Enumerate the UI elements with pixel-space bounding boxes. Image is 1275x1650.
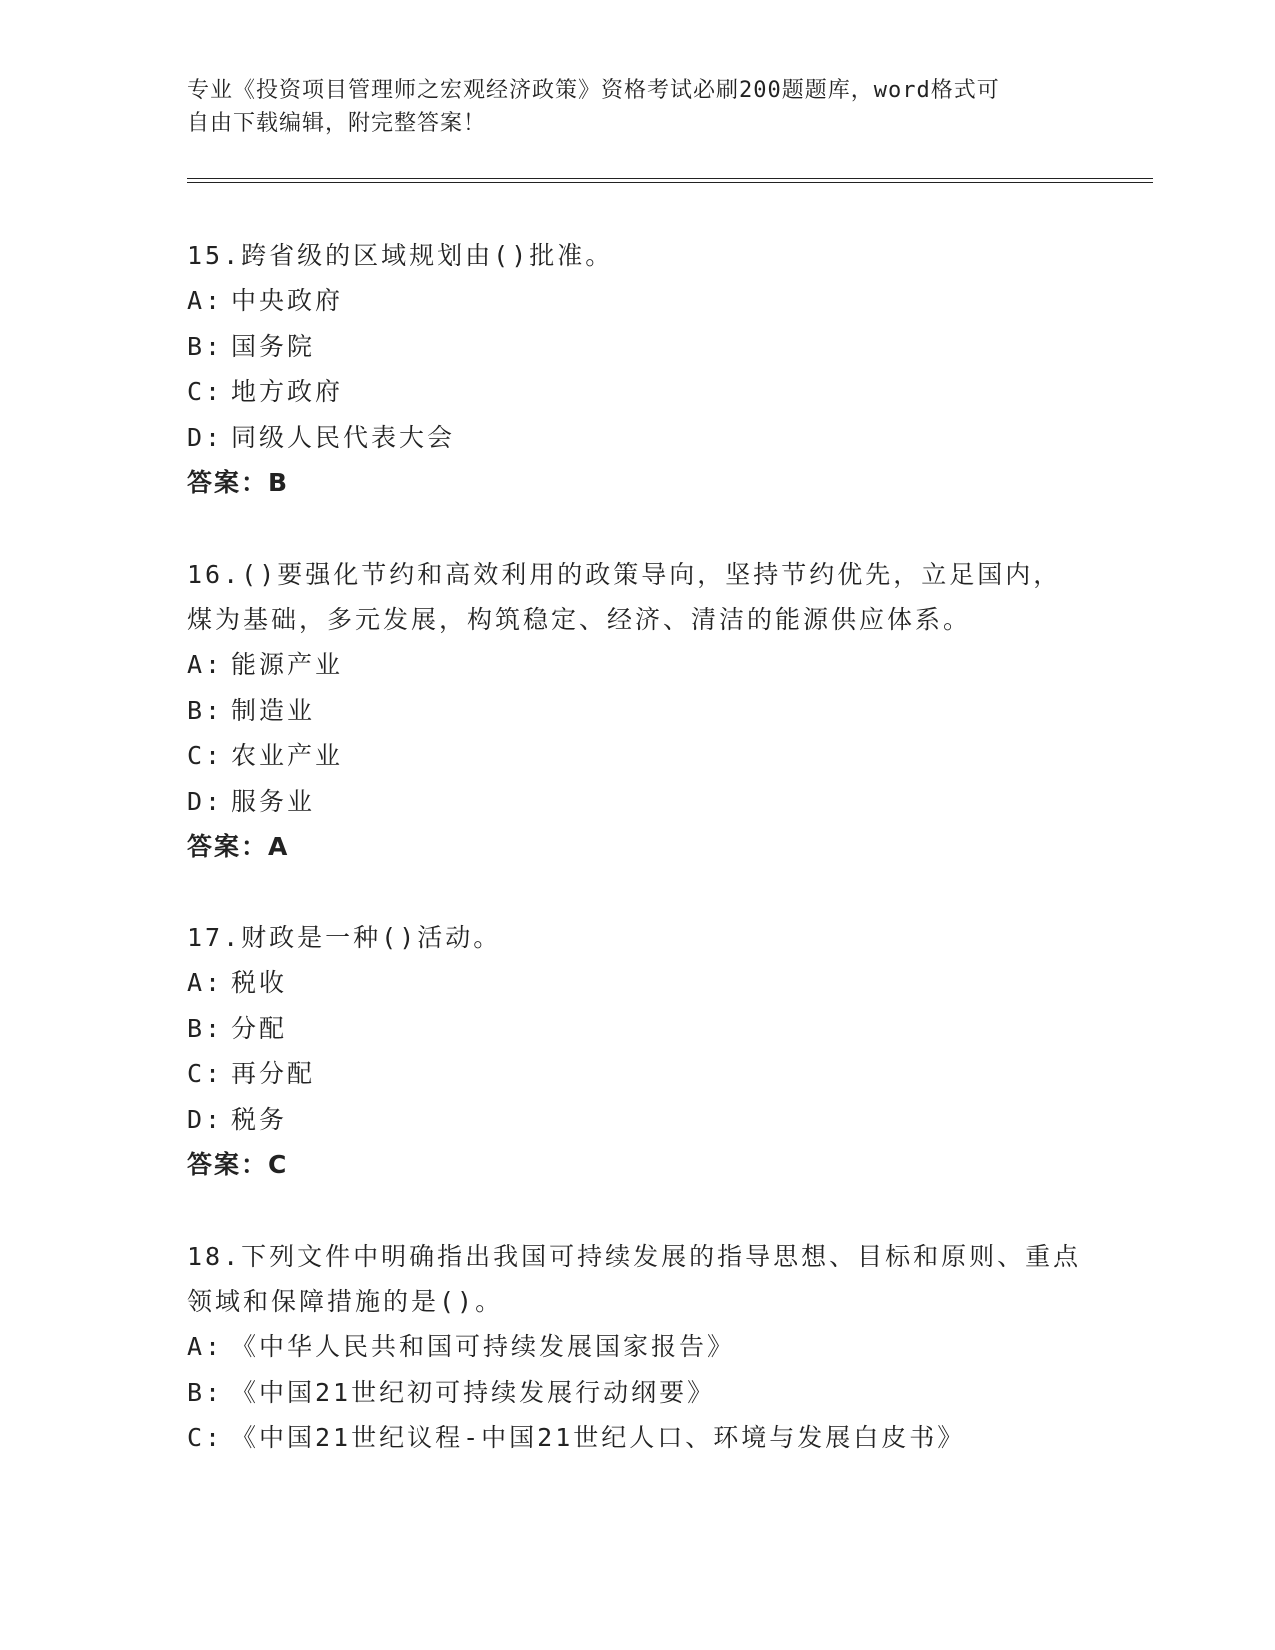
option-a — [187, 642, 1087, 688]
option-letter: B: — [187, 695, 224, 725]
question-text: 下列文件中明确指出我国可持续发展的指导思想、目标和原则、重点领域和保障措施的是()。 — [187, 1242, 1082, 1316]
option-text: 再分配 — [231, 1059, 316, 1088]
option-b — [187, 688, 1087, 734]
question-number: 15. — [187, 241, 242, 270]
option-letter: C: — [187, 1423, 224, 1452]
option-d — [187, 779, 1087, 825]
option-b — [187, 1006, 1087, 1052]
option-d — [187, 1097, 1087, 1143]
answer-line: 答案：C — [187, 1150, 289, 1179]
question-text: 跨省级的区域规划由()批准。 — [241, 241, 614, 270]
option-text: 税收 — [231, 968, 288, 997]
option-a — [187, 278, 1087, 324]
option-d — [187, 415, 1087, 461]
question-number: 18. — [187, 1242, 242, 1271]
option-text: 地方政府 — [231, 377, 344, 406]
option-text: 服务业 — [231, 786, 316, 816]
option-letter: D: — [187, 1104, 224, 1134]
option-text: 《中国21世纪初可持续发展行动纲要》 — [231, 1377, 716, 1407]
option-letter: B: — [187, 331, 224, 361]
option-c — [187, 1415, 1087, 1461]
option-c — [187, 369, 1087, 415]
option-letter: B: — [187, 1013, 224, 1043]
option-text: 制造业 — [231, 695, 316, 725]
document-header — [187, 74, 1067, 140]
option-letter: A: — [187, 286, 224, 315]
option-b — [187, 1370, 1087, 1416]
header-divider-top — [187, 178, 1153, 179]
question-stem — [187, 233, 1087, 278]
question-stem — [187, 915, 1087, 960]
header-divider-bottom — [187, 182, 1153, 183]
option-text: 同级人民代表大会 — [231, 422, 456, 452]
option-a — [187, 960, 1087, 1006]
option-text: 国务院 — [231, 331, 316, 361]
option-letter: B: — [187, 1377, 224, 1407]
option-letter: A: — [187, 1332, 224, 1361]
option-text: 分配 — [231, 1013, 288, 1043]
question-number: 16. — [187, 560, 242, 589]
option-letter: C: — [187, 1059, 224, 1088]
header-line-1: 专业《投资项目管理师之宏观经济政策》资格考试必刷200题题库，word格式可 — [187, 78, 1000, 103]
option-text: 农业产业 — [231, 741, 344, 770]
option-letter: C: — [187, 741, 224, 770]
question-text: ()要强化节约和高效利用的政策导向，坚持节约优先，立足国内，煤为基础，多元发展，构筑稳定、经济、清洁的能源供应体系。 — [187, 560, 1062, 634]
answer-line: 答案：B — [187, 468, 290, 497]
option-text: 能源产业 — [231, 650, 344, 679]
option-letter: A: — [187, 968, 224, 997]
question-stem — [187, 552, 1087, 642]
question-15 — [187, 233, 1087, 505]
option-text: 《中华人民共和国可持续发展国家报告》 — [231, 1332, 736, 1361]
option-b — [187, 324, 1087, 370]
answer-line: 答案：A — [187, 832, 290, 861]
option-text: 中央政府 — [231, 286, 344, 315]
option-letter: C: — [187, 377, 224, 406]
question-17 — [187, 915, 1087, 1187]
option-text: 《中国21世纪议程-中国21世纪人口、环境与发展白皮书》 — [231, 1423, 966, 1452]
option-c — [187, 733, 1087, 779]
question-text: 财政是一种()活动。 — [241, 923, 502, 952]
option-a — [187, 1324, 1087, 1370]
question-16 — [187, 552, 1087, 869]
question-18 — [187, 1234, 1087, 1461]
option-letter: D: — [187, 786, 224, 816]
option-text: 税务 — [231, 1104, 288, 1134]
question-number: 17. — [187, 923, 242, 952]
option-c — [187, 1051, 1087, 1097]
header-line-2: 自由下载编辑，附完整答案！ — [187, 111, 487, 136]
option-letter: D: — [187, 422, 224, 452]
question-stem — [187, 1234, 1087, 1324]
option-letter: A: — [187, 650, 224, 679]
